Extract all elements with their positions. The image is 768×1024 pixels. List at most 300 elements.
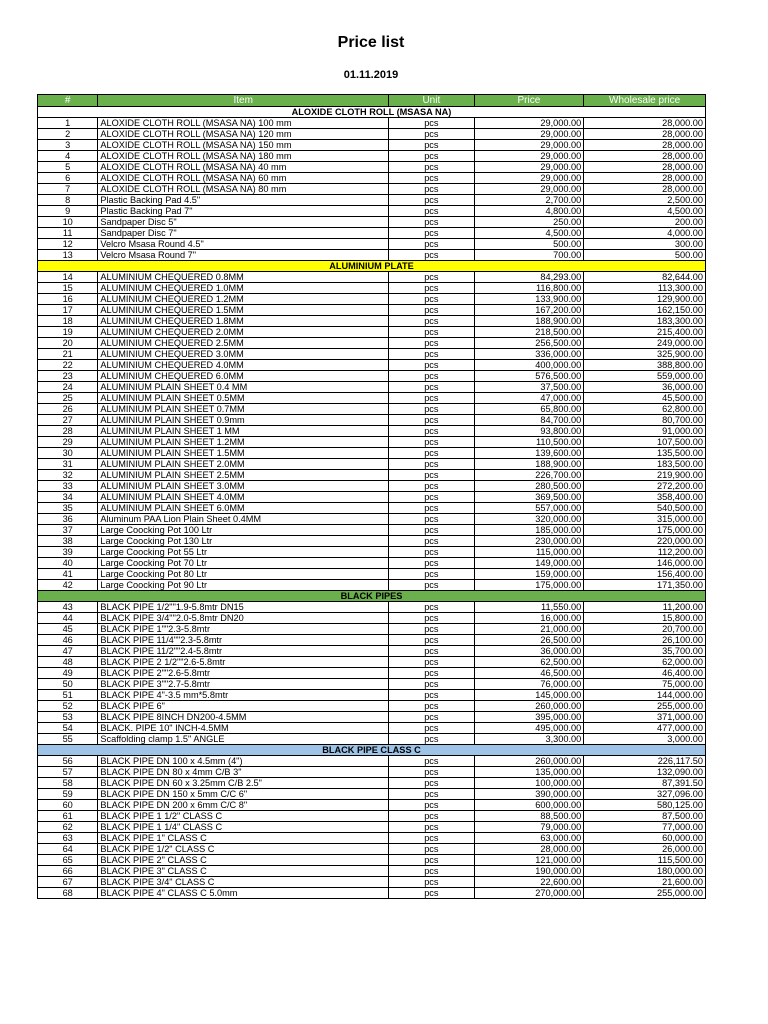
wholesale-price: 60,000.00 bbox=[584, 833, 706, 844]
row-number: 15 bbox=[38, 283, 98, 294]
wholesale-price: 215,400.00 bbox=[584, 327, 706, 338]
wholesale-price: 4,500.00 bbox=[584, 206, 706, 217]
table-row bbox=[38, 734, 706, 745]
price: 400,000.00 bbox=[474, 360, 584, 371]
item-name: Large Coocking Pot 80 Ltr bbox=[98, 569, 389, 580]
unit: pcs bbox=[389, 635, 475, 646]
wholesale-price: 28,000.00 bbox=[584, 118, 706, 129]
unit: pcs bbox=[389, 723, 475, 734]
unit: pcs bbox=[389, 503, 475, 514]
wholesale-price: 28,000.00 bbox=[584, 184, 706, 195]
item-name: BLACK PIPE 4" CLASS C 5.0mm bbox=[98, 888, 389, 899]
item-name: Plastic Backing Pad 7" bbox=[98, 206, 389, 217]
wholesale-price: 255,000.00 bbox=[584, 888, 706, 899]
price: 79,000.00 bbox=[474, 822, 584, 833]
unit: pcs bbox=[389, 734, 475, 745]
price: 110,500.00 bbox=[474, 437, 584, 448]
column-header-item: Item bbox=[98, 95, 389, 107]
unit: pcs bbox=[389, 866, 475, 877]
price: 700.00 bbox=[474, 250, 584, 261]
row-number: 59 bbox=[38, 789, 98, 800]
table-row bbox=[38, 822, 706, 833]
unit: pcs bbox=[389, 767, 475, 778]
row-number: 41 bbox=[38, 569, 98, 580]
item-name: ALUMINIUM CHEQUERED 3.0MM bbox=[98, 349, 389, 360]
item-name: BLACK PIPE 1/2""1.9-5.8mtr DN15 bbox=[98, 602, 389, 613]
unit: pcs bbox=[389, 701, 475, 712]
row-number: 42 bbox=[38, 580, 98, 591]
unit: pcs bbox=[389, 558, 475, 569]
table-row bbox=[38, 855, 706, 866]
row-number: 50 bbox=[38, 679, 98, 690]
unit: pcs bbox=[389, 844, 475, 855]
row-number: 49 bbox=[38, 668, 98, 679]
price: 185,000.00 bbox=[474, 525, 584, 536]
item-name: BLACK PIPE DN 100 x 4.5mm (4") bbox=[98, 756, 389, 767]
unit: pcs bbox=[389, 690, 475, 701]
item-name: BLACK PIPE 1 1/4" CLASS C bbox=[98, 822, 389, 833]
row-number: 65 bbox=[38, 855, 98, 866]
price: 4,800.00 bbox=[474, 206, 584, 217]
column-header-number: # bbox=[38, 95, 98, 107]
unit: pcs bbox=[389, 470, 475, 481]
price: 36,000.00 bbox=[474, 646, 584, 657]
table-row bbox=[38, 536, 706, 547]
unit: pcs bbox=[389, 129, 475, 140]
row-number: 18 bbox=[38, 316, 98, 327]
item-name: ALOXIDE CLOTH ROLL (MSASA NA) 100 mm bbox=[98, 118, 389, 129]
table-row bbox=[38, 151, 706, 162]
wholesale-price: 255,000.00 bbox=[584, 701, 706, 712]
table-row bbox=[38, 690, 706, 701]
section-header-row bbox=[38, 591, 706, 602]
table-row bbox=[38, 866, 706, 877]
item-name: BLACK PIPE 1 1/2" CLASS C bbox=[98, 811, 389, 822]
row-number: 54 bbox=[38, 723, 98, 734]
item-name: BLACK PIPE 4"-3.5 mm*5.8mtr bbox=[98, 690, 389, 701]
row-number: 33 bbox=[38, 481, 98, 492]
item-name: BLACK PIPE DN 80 x 4mm C/B 3" bbox=[98, 767, 389, 778]
unit: pcs bbox=[389, 822, 475, 833]
unit: pcs bbox=[389, 646, 475, 657]
price: 11,550.00 bbox=[474, 602, 584, 613]
table-row bbox=[38, 349, 706, 360]
price: 47,000.00 bbox=[474, 393, 584, 404]
price: 46,500.00 bbox=[474, 668, 584, 679]
table-row bbox=[38, 459, 706, 470]
wholesale-price: 4,000.00 bbox=[584, 228, 706, 239]
item-name: ALUMINIUM CHEQUERED 2.5MM bbox=[98, 338, 389, 349]
table-row bbox=[38, 228, 706, 239]
item-name: BLACK PIPE DN 200 x 6mm C/C 8" bbox=[98, 800, 389, 811]
item-name: ALUMINIUM CHEQUERED 2.0MM bbox=[98, 327, 389, 338]
price: 188,900.00 bbox=[474, 316, 584, 327]
item-name: BLACK PIPE 3" CLASS C bbox=[98, 866, 389, 877]
section-header-row bbox=[38, 745, 706, 756]
item-name: Large Coocking Pot 70 Ltr bbox=[98, 558, 389, 569]
item-name: BLACK PIPE 11/2""2.4-5.8mtr bbox=[98, 646, 389, 657]
wholesale-price: 112,200.00 bbox=[584, 547, 706, 558]
table-row bbox=[38, 184, 706, 195]
item-name: ALOXIDE CLOTH ROLL (MSASA NA) 80 mm bbox=[98, 184, 389, 195]
price: 3,300.00 bbox=[474, 734, 584, 745]
row-number: 34 bbox=[38, 492, 98, 503]
unit: pcs bbox=[389, 140, 475, 151]
item-name: ALOXIDE CLOTH ROLL (MSASA NA) 120 mm bbox=[98, 129, 389, 140]
unit: pcs bbox=[389, 811, 475, 822]
price: 395,000.00 bbox=[474, 712, 584, 723]
item-name: BLACK PIPE 2 1/2""2.6-5.8mtr bbox=[98, 657, 389, 668]
table-row bbox=[38, 613, 706, 624]
unit: pcs bbox=[389, 228, 475, 239]
row-number: 14 bbox=[38, 272, 98, 283]
row-number: 46 bbox=[38, 635, 98, 646]
section-title: ALOXIDE CLOTH ROLL (MSASA NA) bbox=[38, 107, 706, 118]
row-number: 22 bbox=[38, 360, 98, 371]
row-number: 53 bbox=[38, 712, 98, 723]
unit: pcs bbox=[389, 657, 475, 668]
item-name: Plastic Backing Pad 4.5" bbox=[98, 195, 389, 206]
wholesale-price: 36,000.00 bbox=[584, 382, 706, 393]
row-number: 56 bbox=[38, 756, 98, 767]
price: 63,000.00 bbox=[474, 833, 584, 844]
wholesale-price: 80,700.00 bbox=[584, 415, 706, 426]
section-header-row bbox=[38, 261, 706, 272]
price: 149,000.00 bbox=[474, 558, 584, 569]
item-name: ALUMINIUM PLAIN SHEET 2.0MM bbox=[98, 459, 389, 470]
price: 336,000.00 bbox=[474, 349, 584, 360]
price: 500.00 bbox=[474, 239, 584, 250]
wholesale-price: 28,000.00 bbox=[584, 129, 706, 140]
wholesale-price: 146,000.00 bbox=[584, 558, 706, 569]
wholesale-price: 28,000.00 bbox=[584, 173, 706, 184]
unit: pcs bbox=[389, 327, 475, 338]
table-row bbox=[38, 305, 706, 316]
table-row bbox=[38, 360, 706, 371]
wholesale-price: 129,900.00 bbox=[584, 294, 706, 305]
wholesale-price: 183,300.00 bbox=[584, 316, 706, 327]
item-name: Large Coocking Pot 90 Ltr bbox=[98, 580, 389, 591]
unit: pcs bbox=[389, 437, 475, 448]
wholesale-price: 132,090.00 bbox=[584, 767, 706, 778]
row-number: 32 bbox=[38, 470, 98, 481]
wholesale-price: 20,700.00 bbox=[584, 624, 706, 635]
row-number: 8 bbox=[38, 195, 98, 206]
header-row bbox=[38, 95, 706, 107]
price: 65,800.00 bbox=[474, 404, 584, 415]
item-name: ALUMINIUM PLAIN SHEET 4.0MM bbox=[98, 492, 389, 503]
table-row bbox=[38, 547, 706, 558]
unit: pcs bbox=[389, 415, 475, 426]
table-row bbox=[38, 272, 706, 283]
table-row bbox=[38, 877, 706, 888]
wholesale-price: 26,000.00 bbox=[584, 844, 706, 855]
table-row bbox=[38, 712, 706, 723]
wholesale-price: 500.00 bbox=[584, 250, 706, 261]
table-row bbox=[38, 140, 706, 151]
row-number: 24 bbox=[38, 382, 98, 393]
row-number: 26 bbox=[38, 404, 98, 415]
wholesale-price: 28,000.00 bbox=[584, 151, 706, 162]
unit: pcs bbox=[389, 360, 475, 371]
column-header-wholesale-price: Wholesale price bbox=[584, 95, 706, 107]
row-number: 12 bbox=[38, 239, 98, 250]
wholesale-price: 580,125.00 bbox=[584, 800, 706, 811]
price: 188,900.00 bbox=[474, 459, 584, 470]
unit: pcs bbox=[389, 162, 475, 173]
wholesale-price: 45,500.00 bbox=[584, 393, 706, 404]
item-name: BLACK. PIPE 10" INCH-4.5MM bbox=[98, 723, 389, 734]
unit: pcs bbox=[389, 239, 475, 250]
item-name: BLACK PIPE 3""2.7-5.8mtr bbox=[98, 679, 389, 690]
unit: pcs bbox=[389, 525, 475, 536]
unit: pcs bbox=[389, 855, 475, 866]
row-number: 31 bbox=[38, 459, 98, 470]
item-name: Large Coocking Pot 130 Ltr bbox=[98, 536, 389, 547]
table-row bbox=[38, 217, 706, 228]
price: 37,500.00 bbox=[474, 382, 584, 393]
row-number: 25 bbox=[38, 393, 98, 404]
unit: pcs bbox=[389, 833, 475, 844]
unit: pcs bbox=[389, 668, 475, 679]
price: 29,000.00 bbox=[474, 151, 584, 162]
unit: pcs bbox=[389, 393, 475, 404]
row-number: 64 bbox=[38, 844, 98, 855]
wholesale-price: 540,500.00 bbox=[584, 503, 706, 514]
table-row bbox=[38, 635, 706, 646]
unit: pcs bbox=[389, 492, 475, 503]
price: 369,500.00 bbox=[474, 492, 584, 503]
table-row bbox=[38, 602, 706, 613]
row-number: 66 bbox=[38, 866, 98, 877]
unit: pcs bbox=[389, 283, 475, 294]
wholesale-price: 35,700.00 bbox=[584, 646, 706, 657]
row-number: 21 bbox=[38, 349, 98, 360]
item-name: BLACK PIPE 2" CLASS C bbox=[98, 855, 389, 866]
table-row bbox=[38, 250, 706, 261]
unit: pcs bbox=[389, 305, 475, 316]
row-number: 37 bbox=[38, 525, 98, 536]
wholesale-price: 156,400.00 bbox=[584, 569, 706, 580]
table-row bbox=[38, 679, 706, 690]
table-row bbox=[38, 129, 706, 140]
wholesale-price: 82,644.00 bbox=[584, 272, 706, 283]
table-row bbox=[38, 481, 706, 492]
table-row bbox=[38, 316, 706, 327]
wholesale-price: 200.00 bbox=[584, 217, 706, 228]
wholesale-price: 15,800.00 bbox=[584, 613, 706, 624]
unit: pcs bbox=[389, 195, 475, 206]
price: 495,000.00 bbox=[474, 723, 584, 734]
table-row bbox=[38, 371, 706, 382]
wholesale-price: 325,900.00 bbox=[584, 349, 706, 360]
unit: pcs bbox=[389, 184, 475, 195]
wholesale-price: 62,800.00 bbox=[584, 404, 706, 415]
wholesale-price: 62,000.00 bbox=[584, 657, 706, 668]
unit: pcs bbox=[389, 679, 475, 690]
table-row bbox=[38, 404, 706, 415]
price: 175,000.00 bbox=[474, 580, 584, 591]
item-name: ALOXIDE CLOTH ROLL (MSASA NA) 40 mm bbox=[98, 162, 389, 173]
wholesale-price: 46,400.00 bbox=[584, 668, 706, 679]
price: 121,000.00 bbox=[474, 855, 584, 866]
row-number: 23 bbox=[38, 371, 98, 382]
item-name: Large Coocking Pot 55 Ltr bbox=[98, 547, 389, 558]
unit: pcs bbox=[389, 448, 475, 459]
table-row bbox=[38, 195, 706, 206]
table-row bbox=[38, 162, 706, 173]
table-row bbox=[38, 767, 706, 778]
price: 62,500.00 bbox=[474, 657, 584, 668]
item-name: ALOXIDE CLOTH ROLL (MSASA NA) 60 mm bbox=[98, 173, 389, 184]
row-number: 61 bbox=[38, 811, 98, 822]
wholesale-price: 107,500.00 bbox=[584, 437, 706, 448]
item-name: ALUMINIUM CHEQUERED 1.5MM bbox=[98, 305, 389, 316]
table-row bbox=[38, 844, 706, 855]
price: 133,900.00 bbox=[474, 294, 584, 305]
wholesale-price: 388,800.00 bbox=[584, 360, 706, 371]
price: 29,000.00 bbox=[474, 140, 584, 151]
wholesale-price: 300.00 bbox=[584, 239, 706, 250]
wholesale-price: 175,000.00 bbox=[584, 525, 706, 536]
table-row bbox=[38, 756, 706, 767]
price: 84,293.00 bbox=[474, 272, 584, 283]
price: 250.00 bbox=[474, 217, 584, 228]
row-number: 63 bbox=[38, 833, 98, 844]
item-name: ALUMINIUM CHEQUERED 1.2MM bbox=[98, 294, 389, 305]
price: 576,500.00 bbox=[474, 371, 584, 382]
row-number: 67 bbox=[38, 877, 98, 888]
unit: pcs bbox=[389, 800, 475, 811]
item-name: ALUMINIUM PLAIN SHEET 1.2MM bbox=[98, 437, 389, 448]
row-number: 6 bbox=[38, 173, 98, 184]
table-row bbox=[38, 206, 706, 217]
unit: pcs bbox=[389, 481, 475, 492]
price: 256,500.00 bbox=[474, 338, 584, 349]
table-row bbox=[38, 811, 706, 822]
price: 218,500.00 bbox=[474, 327, 584, 338]
table-row bbox=[38, 415, 706, 426]
item-name: BLACK PIPE 1" CLASS C bbox=[98, 833, 389, 844]
price: 159,000.00 bbox=[474, 569, 584, 580]
price: 28,000.00 bbox=[474, 844, 584, 855]
wholesale-price: 26,100.00 bbox=[584, 635, 706, 646]
item-name: BLACK PIPE 1/2" CLASS C bbox=[98, 844, 389, 855]
price: 22,600.00 bbox=[474, 877, 584, 888]
price: 29,000.00 bbox=[474, 162, 584, 173]
row-number: 28 bbox=[38, 426, 98, 437]
item-name: BLACK PIPE 3/4""2.0-5.8mtr DN20 bbox=[98, 613, 389, 624]
table-row bbox=[38, 657, 706, 668]
wholesale-price: 272,200.00 bbox=[584, 481, 706, 492]
wholesale-price: 75,000.00 bbox=[584, 679, 706, 690]
wholesale-price: 135,500.00 bbox=[584, 448, 706, 459]
item-name: Aluminum PAA Lion Plain Sheet 0.4MM bbox=[98, 514, 389, 525]
wholesale-price: 371,000.00 bbox=[584, 712, 706, 723]
price: 115,000.00 bbox=[474, 547, 584, 558]
price: 260,000.00 bbox=[474, 701, 584, 712]
wholesale-price: 559,000.00 bbox=[584, 371, 706, 382]
unit: pcs bbox=[389, 888, 475, 899]
table-row bbox=[38, 833, 706, 844]
table-row bbox=[38, 580, 706, 591]
row-number: 44 bbox=[38, 613, 98, 624]
row-number: 5 bbox=[38, 162, 98, 173]
table-row bbox=[38, 448, 706, 459]
item-name: ALUMINIUM PLAIN SHEET 6.0MM bbox=[98, 503, 389, 514]
price: 21,000.00 bbox=[474, 624, 584, 635]
item-name: ALUMINIUM CHEQUERED 1.8MM bbox=[98, 316, 389, 327]
table-row bbox=[38, 701, 706, 712]
column-header-unit: Unit bbox=[389, 95, 475, 107]
unit: pcs bbox=[389, 624, 475, 635]
price: 280,500.00 bbox=[474, 481, 584, 492]
table-row bbox=[38, 283, 706, 294]
section-title: ALUMINIUM PLATE bbox=[38, 261, 706, 272]
unit: pcs bbox=[389, 294, 475, 305]
item-name: BLACK PIPE DN 150 x 5mm C/C 6" bbox=[98, 789, 389, 800]
row-number: 43 bbox=[38, 602, 98, 613]
price: 29,000.00 bbox=[474, 129, 584, 140]
price: 29,000.00 bbox=[474, 173, 584, 184]
wholesale-price: 113,300.00 bbox=[584, 283, 706, 294]
wholesale-price: 219,900.00 bbox=[584, 470, 706, 481]
wholesale-price: 249,000.00 bbox=[584, 338, 706, 349]
row-number: 39 bbox=[38, 547, 98, 558]
item-name: ALUMINIUM PLAIN SHEET 3.0MM bbox=[98, 481, 389, 492]
price: 4,500.00 bbox=[474, 228, 584, 239]
unit: pcs bbox=[389, 382, 475, 393]
unit: pcs bbox=[389, 338, 475, 349]
price-table bbox=[37, 94, 706, 899]
table-row bbox=[38, 492, 706, 503]
row-number: 20 bbox=[38, 338, 98, 349]
unit: pcs bbox=[389, 316, 475, 327]
table-body bbox=[38, 107, 706, 899]
wholesale-price: 162,150.00 bbox=[584, 305, 706, 316]
price: 557,000.00 bbox=[474, 503, 584, 514]
price: 230,000.00 bbox=[474, 536, 584, 547]
wholesale-price: 28,000.00 bbox=[584, 162, 706, 173]
table-row bbox=[38, 800, 706, 811]
price: 320,000.00 bbox=[474, 514, 584, 525]
unit: pcs bbox=[389, 217, 475, 228]
row-number: 35 bbox=[38, 503, 98, 514]
unit: pcs bbox=[389, 580, 475, 591]
row-number: 2 bbox=[38, 129, 98, 140]
row-number: 16 bbox=[38, 294, 98, 305]
wholesale-price: 144,000.00 bbox=[584, 690, 706, 701]
price: 270,000.00 bbox=[474, 888, 584, 899]
row-number: 9 bbox=[38, 206, 98, 217]
row-number: 68 bbox=[38, 888, 98, 899]
wholesale-price: 183,500.00 bbox=[584, 459, 706, 470]
price: 2,700.00 bbox=[474, 195, 584, 206]
row-number: 3 bbox=[38, 140, 98, 151]
price: 84,700.00 bbox=[474, 415, 584, 426]
unit: pcs bbox=[389, 272, 475, 283]
table-row bbox=[38, 173, 706, 184]
item-name: ALOXIDE CLOTH ROLL (MSASA NA) 180 mm bbox=[98, 151, 389, 162]
wholesale-price: 220,000.00 bbox=[584, 536, 706, 547]
item-name: ALUMINIUM PLAIN SHEET 0.4 MM bbox=[98, 382, 389, 393]
column-header-price: Price bbox=[474, 95, 584, 107]
table-row bbox=[38, 118, 706, 129]
unit: pcs bbox=[389, 118, 475, 129]
wholesale-price: 115,500.00 bbox=[584, 855, 706, 866]
document-date: 01.11.2019 bbox=[343, 69, 399, 81]
table-row bbox=[38, 338, 706, 349]
